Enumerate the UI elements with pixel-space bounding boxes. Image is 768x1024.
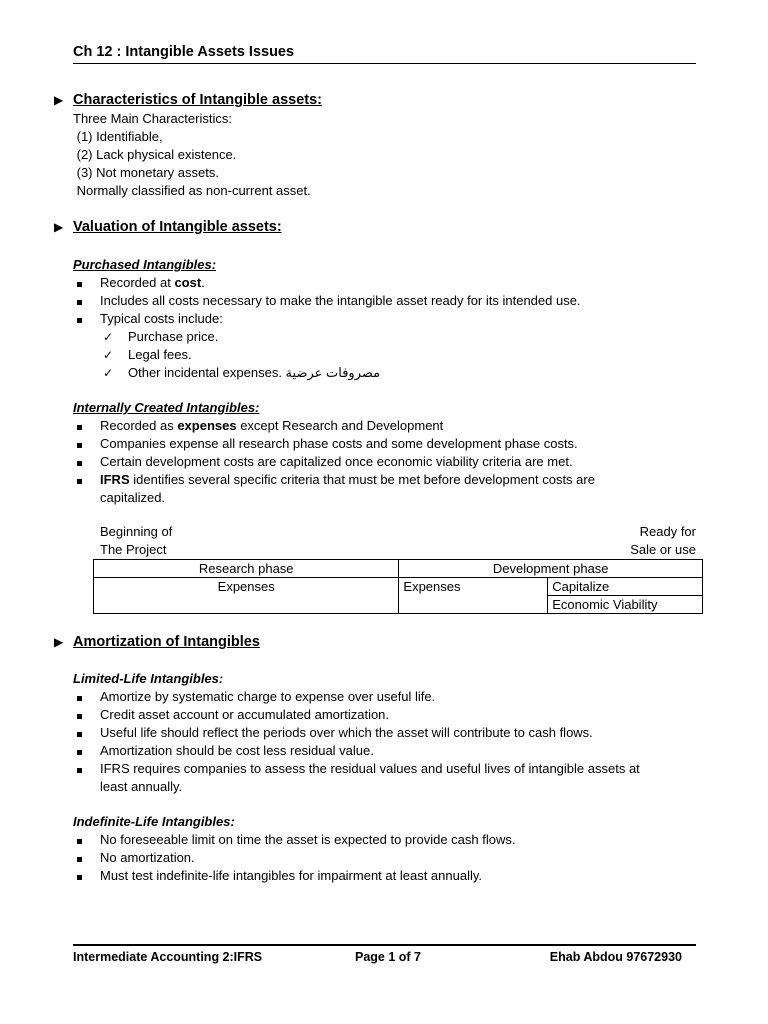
limited-life-intangibles [73, 670, 703, 796]
list-item: Must test indefinite-life intangibles for impairment at least annually. [73, 867, 703, 885]
list-item: Useful life should reflect the periods over which the asset will contribute to cash flows. [73, 724, 703, 742]
text-line: Three Main Characteristics: [73, 111, 232, 126]
square-bullet-icon [77, 479, 82, 484]
list-item: No foreseeable limit on time the asset is expected to provide cash flows. [73, 831, 703, 849]
list-item: Certain development costs are capitalized once economic viability criteria are met. [73, 453, 703, 471]
square-bullet-icon [77, 875, 82, 880]
table-cell: Development phase [399, 560, 703, 578]
list-item: Amortization should be cost less residual value. [73, 742, 703, 760]
list-item: IFRS requires companies to assess the residual values and useful lives of intangible assets at least annually. [73, 760, 703, 796]
text-line: (2) Lack physical existence. [73, 147, 237, 162]
list-item: Typical costs include: [73, 310, 703, 328]
square-bullet-icon [77, 750, 82, 755]
list-item: Credit asset account or accumulated amortization. [73, 706, 703, 724]
project-start-label: Beginning of The Project [100, 524, 173, 557]
list-item: ✓ Purchase price. [103, 329, 219, 344]
arrow-bullet-icon: ▶ [54, 220, 64, 234]
subsection-heading: Indefinite-Life Intangibles: [73, 814, 235, 829]
square-bullet-icon [77, 732, 82, 737]
square-bullet-icon [77, 300, 82, 305]
square-bullet-icon [77, 839, 82, 844]
phases-table [93, 559, 703, 614]
section-title: Amortization of Intangibles [73, 634, 260, 650]
square-bullet-icon [77, 696, 82, 701]
table-row [94, 560, 703, 578]
square-bullet-icon [77, 443, 82, 448]
list-item: Recorded as expenses except Research and Development [73, 417, 703, 435]
section-characteristics [54, 92, 322, 108]
square-bullet-icon [77, 425, 82, 430]
table-cell: Expenses [399, 578, 548, 614]
section-valuation [54, 219, 282, 235]
check-mark-icon: ✓ [103, 330, 114, 344]
indefinite-life-intangibles [73, 813, 703, 885]
characteristics-list [73, 110, 703, 200]
footer-course: Intermediate Accounting 2:IFRS [73, 950, 263, 964]
arrow-bullet-icon: ▶ [54, 635, 64, 649]
list-item: No amortization. [73, 849, 703, 867]
table-cell: Expenses [94, 578, 399, 614]
list-item: Includes all costs necessary to make the intangible asset ready for its intended use. [73, 292, 703, 310]
square-bullet-icon [77, 461, 82, 466]
page-title: Ch 12 : Intangible Assets Issues [73, 44, 696, 64]
subsection-heading: Internally Created Intangibles: [73, 400, 260, 415]
list-item: Amortize by systematic charge to expense over useful life. [73, 688, 703, 706]
square-bullet-icon [77, 318, 82, 323]
project-end-label: Ready for Sale or use [630, 524, 696, 557]
table-cell: Research phase [94, 560, 399, 578]
list-item: IFRS identifies several specific criteria that must be met before development costs are capitalized. [73, 471, 703, 507]
text-line: Normally classified as non-current asset. [73, 183, 311, 198]
table-row [94, 578, 703, 596]
section-title: Characteristics of Intangible assets: [73, 92, 322, 108]
check-mark-icon: ✓ [103, 348, 114, 362]
internal-intangibles [73, 399, 703, 507]
list-item: ✓ Other incidental expenses. مصروفات عرضية [103, 365, 381, 380]
table-cell: Economic Viability [548, 596, 703, 614]
check-mark-icon: ✓ [103, 366, 114, 380]
purchased-intangibles [73, 256, 703, 382]
page-footer [73, 944, 696, 968]
list-item: ✓ Legal fees. [103, 347, 192, 362]
text-line: (1) Identifiable, [73, 129, 163, 144]
text-line: (3) Not monetary assets. [73, 165, 219, 180]
square-bullet-icon [77, 768, 82, 773]
table-cell: Capitalize [548, 578, 703, 596]
square-bullet-icon [77, 714, 82, 719]
square-bullet-icon [77, 282, 82, 287]
section-title: Valuation of Intangible assets: [73, 219, 282, 235]
section-amortization [54, 634, 260, 650]
phase-endpoints [100, 523, 696, 559]
list-item: Recorded at cost. [73, 274, 703, 292]
subsection-heading: Limited-Life Intangibles: [73, 671, 224, 686]
footer-page-number: Page 1 of 7 [355, 950, 421, 964]
footer-author: Ehab Abdou 97672930 [549, 950, 682, 964]
list-item: Companies expense all research phase costs and some development phase costs. [73, 435, 703, 453]
subsection-heading: Purchased Intangibles: [73, 257, 217, 272]
arrow-bullet-icon: ▶ [54, 93, 64, 107]
square-bullet-icon [77, 857, 82, 862]
